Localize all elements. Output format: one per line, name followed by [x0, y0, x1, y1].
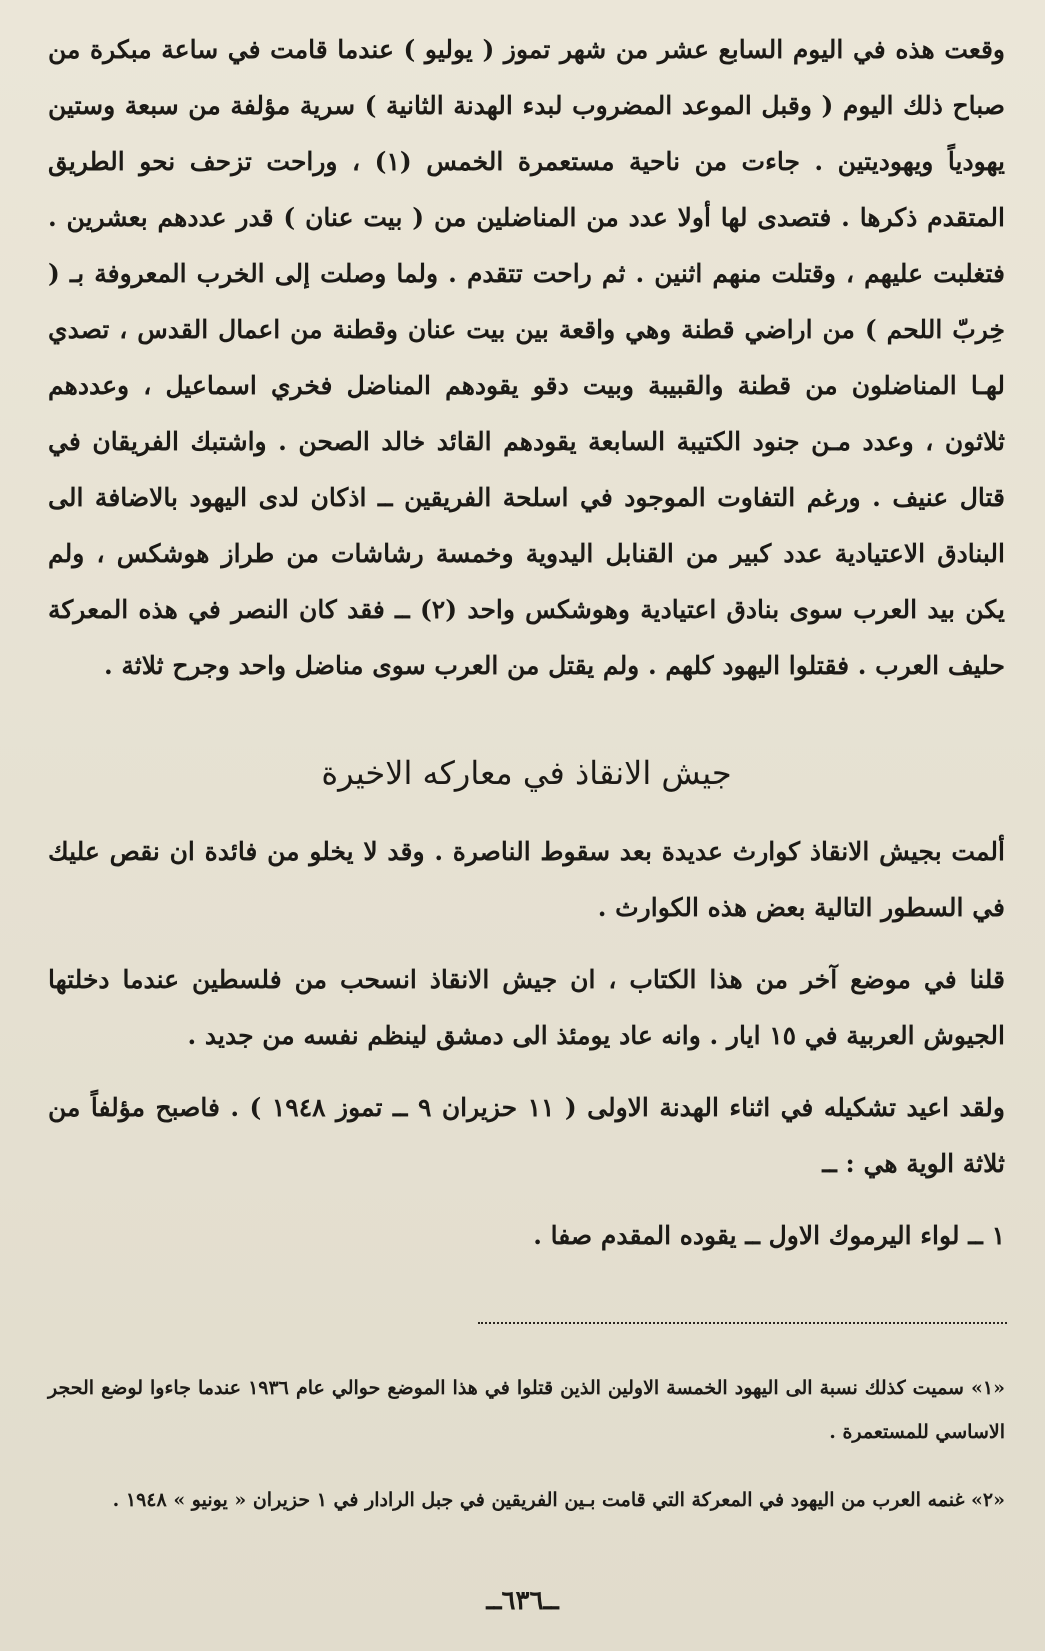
- paragraph-battle-account: وقعت هذه في اليوم السابع عشر من شهر تموز ( يوليو ) عندما قامت في ساعة مبكرة من صباح ذلك اليوم ( وقبل الموعد المضروب لبدء الهدنة الثانية ) سرية مؤلفة من سبعة وستين يهودياً ويهوديتين . جاءت من ناحية مستعمرة الخمس (١) ، وراحت تزحف نحو الطريق المتقدم ذكرها . فتصدى لها أولا عدد من المناضلين من ( بيت عنان ) قدر عددهم بعشرين . فتغلبت عليهم ، وقتلت منهم اثنين . ثم راحت تتقدم . ولما وصلت إلى الخرب المعروفة بـ ( خِربّ اللحم ) من اراضي قطنة وهي واقعة بين بيت عنان وقطنة من اعمال القدس ، تصدي لهـا المناضلون من قطنة والقبيبة وبيت دقو يقودهم المناضل فخري اسماعيل ، وعددهم ثلاثون ، وعدد مـن جنود الكتيبة السابعة يقودهم القائد خالد الصحن . واشتبك الفريقان في قتال عنيف . ورغم التفاوت الموجود في اسلحة الفريقين ــ اذكان لدى اليهود بالاضافة الى البنادق الاعتيادية عدد كبير من القنابل اليدوية وخمسة رشاشات من طراز هوشكس ، ولم يكن بيد العرب سوى بنادق اعتيادية وهوشكس واحد (٢) ــ فقد كان النصر في هذه المعركة حليف العرب . فقتلوا اليهود كلهم . ولم يقتل من العرب سوى مناضل واحد وجرح ثلاثة .: [48, 35, 1006, 680]
- footnotes: [48, 1366, 1005, 1546]
- list-item-brigade-1: ١ ــ لواء اليرموك الاول ــ يقوده المقدم صفا .: [533, 1221, 1005, 1250]
- paragraph-withdrawal: قلنا في موضع آخر من هذا الكتاب ، ان جيش الانقاذ انسحب من فلسطين عندما دخلتها الجيوش العربية في ١٥ ايار . وانه عاد يومئذ الى دمشق لينظم نفسه من جديد .: [48, 965, 1005, 1050]
- page-number: ــ٦٣٦ــ: [486, 1586, 559, 1616]
- section-text-block: [48, 824, 1005, 1264]
- footnote-divider: [478, 1322, 1007, 1324]
- main-text-block: [48, 22, 1005, 694]
- footnote-2: «٢» غنمه العرب من اليهود في المعركة التي قامت بـين الفريقين في جبل الرادار في ١ حزيران « يونيو » ١٩٤٨ .: [112, 1489, 1005, 1511]
- paragraph-intro: ألمت بجيش الانقاذ كوارث عديدة بعد سقوط الناصرة . وقد لا يخلو من فائدة ان نقص عليك في السطور التالية بعض هذه الكوارث .: [48, 837, 1005, 922]
- section-heading: جيش الانقاذ في معاركه الاخيرة: [321, 754, 732, 792]
- paragraph-reorganization: ولقد اعيد تشكيله في اثناء الهدنة الاولى ( ١١ حزيران ٩ ــ تموز ١٩٤٨ ) . فاصبح مؤلفاً من ثلاثة الوية هي : ــ: [48, 1093, 1005, 1178]
- footnote-1: «١» سميت كذلك نسبة الى اليهود الخمسة الاولين الذين قتلوا في هذا الموضع حوالي عام ١٩٣٦ عندما جاءوا لوضع الحجر الاساسي للمستعمرة .: [48, 1377, 1005, 1443]
